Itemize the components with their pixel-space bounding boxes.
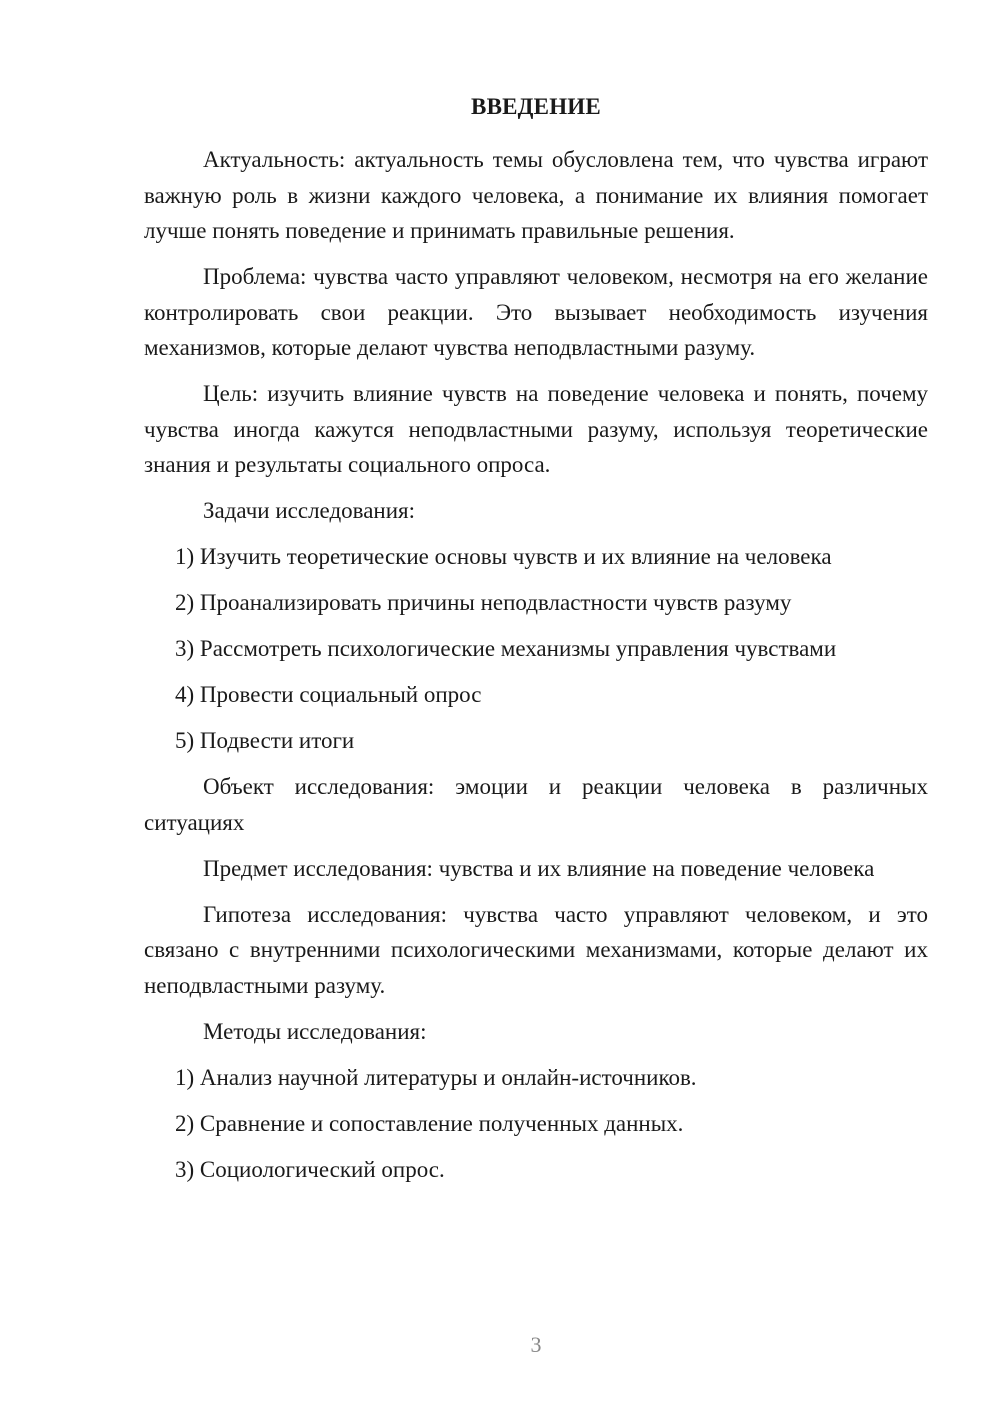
- method-item: 3) Социологический опрос.: [175, 1156, 445, 1182]
- relevance-paragraph: Актуальность: актуальность темы обусловлена тем, что чувства играют важную роль в жизни каждого человека, а понимание их влияния помогает лучше понять поведение и принимать правильные решения.: [144, 147, 928, 243]
- problem-paragraph: Проблема: чувства часто управляют человеком, несмотря на его желание контролировать свои реакции. Это вызывает необходимость изучения механизмов, которые делают чувства неподвластными разуму.: [144, 264, 928, 360]
- hypothesis-paragraph: Гипотеза исследования: чувства часто управляют человеком, и это связано с внутренними психологическими механизмами, которые делают их неподвластными разуму.: [144, 901, 928, 998]
- task-item: 4) Провести социальный опрос: [175, 682, 482, 707]
- task-item: 2) Проанализировать причины неподвластности чувств разуму: [175, 590, 792, 615]
- page-number: 3: [530, 1332, 542, 1357]
- task-item: 5) Подвести итоги: [175, 728, 355, 753]
- subject-paragraph: Предмет исследования: чувства и их влияние на поведение человека: [203, 855, 875, 881]
- page-title: ВВЕДЕНИЕ: [471, 94, 601, 119]
- method-item: 2) Сравнение и сопоставление полученных данных.: [175, 1110, 684, 1136]
- goal-paragraph: Цель: изучить влияние чувств на поведение человека и понять, почему чувства иногда кажутся неподвластными разуму, используя теоретические знания и результаты социального опроса.: [144, 381, 928, 477]
- task-item: 1) Изучить теоретические основы чувств и их влияние на человека: [175, 544, 832, 569]
- task-item: 3) Рассмотреть психологические механизмы управления чувствами: [175, 636, 837, 661]
- methods-label: Методы исследования:: [203, 1018, 427, 1044]
- method-item: 1) Анализ научной литературы и онлайн-источников.: [175, 1064, 697, 1090]
- document-body: [144, 142, 928, 1198]
- object-paragraph: Объект исследования: эмоции и реакции человека в различных ситуациях: [144, 774, 928, 835]
- tasks-label: Задачи исследования:: [203, 498, 416, 523]
